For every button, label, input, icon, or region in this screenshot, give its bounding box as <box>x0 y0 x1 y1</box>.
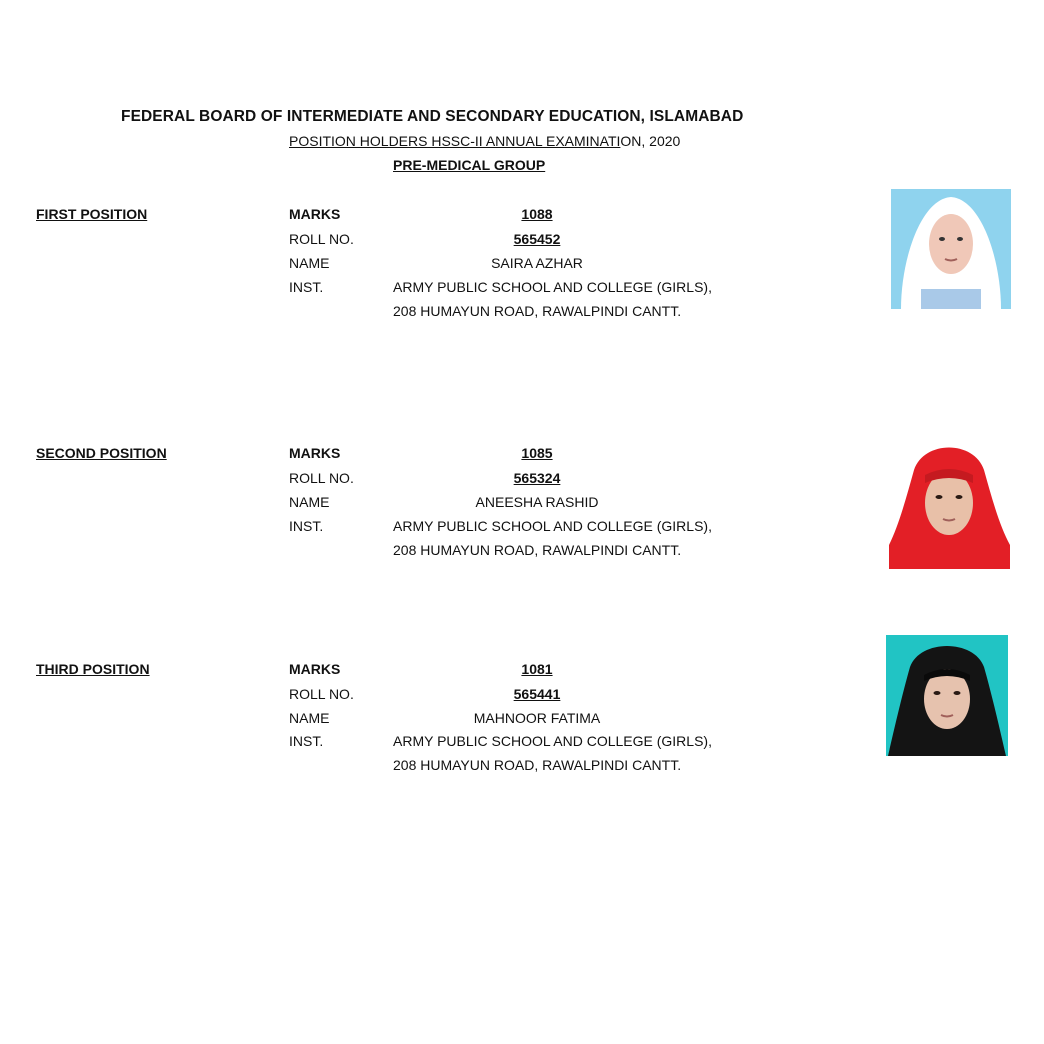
exam-subtitle-rest: ON, 2020 <box>620 133 681 149</box>
inst-label: INST. <box>289 733 324 749</box>
roll-no-value: 565324 <box>513 470 561 486</box>
inst-label: INST. <box>289 518 324 534</box>
inst-line-2: 208 HUMAYUN ROAD, RAWALPINDI CANTT. <box>393 303 682 319</box>
roll-no-value: 565441 <box>513 686 561 702</box>
inst-line-1: ARMY PUBLIC SCHOOL AND COLLEGE (GIRLS), <box>393 279 712 295</box>
roll-no-label: ROLL NO. <box>289 470 354 486</box>
inst-line-1: ARMY PUBLIC SCHOOL AND COLLEGE (GIRLS), <box>393 518 712 534</box>
exam-subtitle <box>289 133 680 149</box>
position-label: THIRD POSITION <box>36 661 150 677</box>
position-label: FIRST POSITION <box>36 206 148 222</box>
student-photo <box>891 189 1011 309</box>
inst-line-2: 208 HUMAYUN ROAD, RAWALPINDI CANTT. <box>393 757 682 773</box>
exam-subtitle-underlined: POSITION HOLDERS HSSC-II ANNUAL EXAMINATI <box>289 133 621 149</box>
group-heading: PRE-MEDICAL GROUP <box>393 157 546 173</box>
roll-no-label: ROLL NO. <box>289 686 354 702</box>
student-photo <box>886 635 1008 756</box>
name-label: NAME <box>289 255 330 271</box>
marks-label: MARKS <box>289 206 341 222</box>
name-value: ANEESHA RASHID <box>475 494 599 510</box>
name-value: SAIRA AZHAR <box>491 255 583 271</box>
name-value: MAHNOOR FATIMA <box>473 710 601 726</box>
name-label: NAME <box>289 710 330 726</box>
roll-no-value: 565452 <box>513 231 561 247</box>
student-photo <box>889 435 1010 569</box>
marks-value: 1081 <box>521 661 553 677</box>
board-title: FEDERAL BOARD OF INTERMEDIATE AND SECONDARY EDUCATION, ISLAMABAD <box>121 108 744 125</box>
position-label: SECOND POSITION <box>36 445 167 461</box>
inst-label: INST. <box>289 279 324 295</box>
name-label: NAME <box>289 494 330 510</box>
inst-line-2: 208 HUMAYUN ROAD, RAWALPINDI CANTT. <box>393 542 682 558</box>
inst-line-1: ARMY PUBLIC SCHOOL AND COLLEGE (GIRLS), <box>393 733 712 749</box>
marks-value: 1088 <box>521 206 553 222</box>
roll-no-label: ROLL NO. <box>289 231 354 247</box>
marks-label: MARKS <box>289 445 341 461</box>
marks-value: 1085 <box>521 445 553 461</box>
marks-label: MARKS <box>289 661 341 677</box>
